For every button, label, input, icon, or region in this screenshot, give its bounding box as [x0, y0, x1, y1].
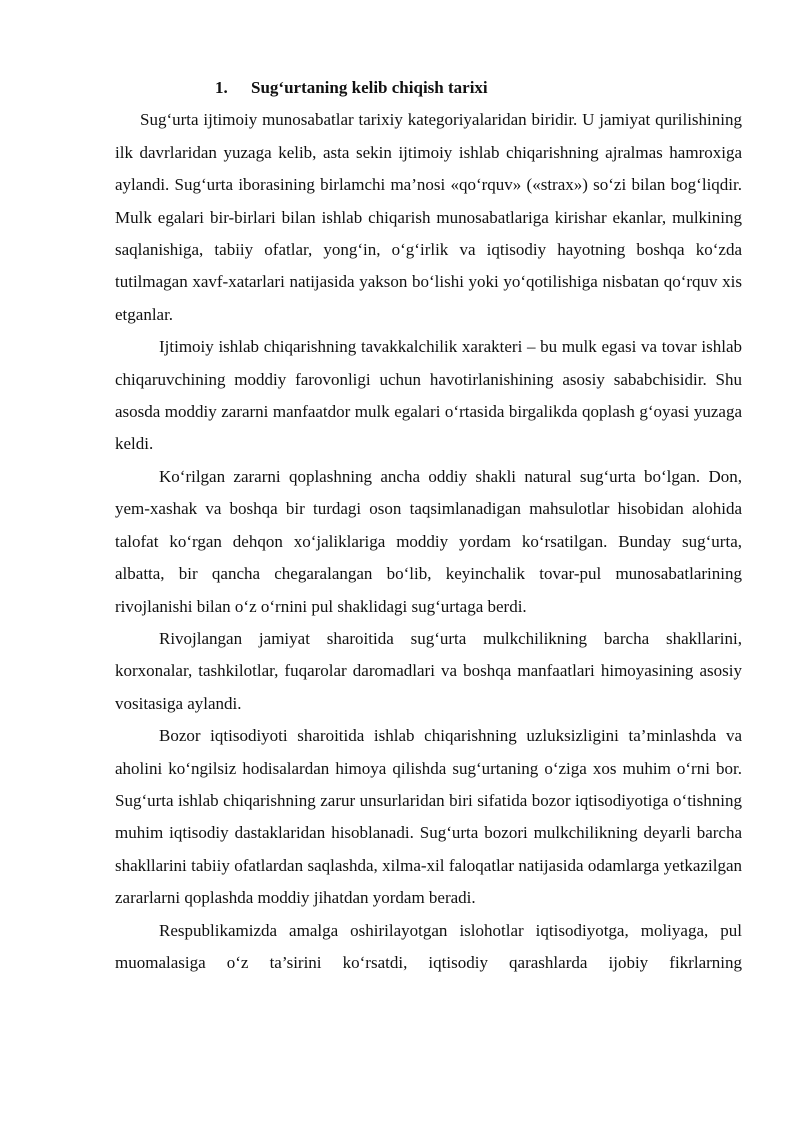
paragraph-1: Sug‘urta ijtimoiy munosabatlar tarixiy kategoriyalaridan biridir. U jamiyat qurilishining ilk davrlaridan yuzaga kelib, asta sekin ijtimoiy ishlab chiqarishning ajralmas hamroxiga aylandi. Sug‘urta iborasining birlamchi ma’nosi «qo‘rquv» («strax») so‘zi bilan bog‘liqdir. Mulk egalari bir-birlari bilan ishlab chiqarish munosabatlariga kirishar ekanlar, mulkining saqlanishiga, tabiiy ofatlar, yong‘in, o‘g‘irlik va iqtisodiy hayotning boshqa ko‘zda tutilmagan xavf-xatarlari natijasida yakson bo‘lishi yoki yo‘qotilishiga nisbatan qo‘rquv xis etganlar.	[115, 110, 742, 324]
paragraph-2: Ijtimoiy ishlab chiqarishning tavakkalchilik xarakteri – bu mulk egasi va tovar ishlab chiqaruvchining moddiy farovonligi uchun havotirlanishining asosiy sababchisidir. Shu asosda moddiy zararni manfaatdor mulk egalari o‘rtasida birgalikda qoplash g‘oyasi yuzaga keldi.	[115, 337, 742, 454]
document-body	[115, 72, 742, 979]
paragraph-4: Rivojlangan jamiyat sharoitida sug‘urta mulkchilikning barcha shakllarini, korxonalar, tashkilotlar, fuqarolar daromadlari va boshqa manfaatlari himoyasining asosiy vositasiga aylandi.	[115, 628, 742, 713]
section-number: 1.	[215, 78, 228, 97]
paragraph-3: Ko‘rilgan zararni qoplashning ancha oddiy shakli natural sug‘urta bo‘lgan. Don, yem-xashak va boshqa bir turdagi oson taqsimlanadigan mahsulotlar hisobidan alohida talofat ko‘rgan dehqon xo‘jaliklariga moddiy yordam ko‘rsatilgan. Bunday sug‘urta, albatta, bir qancha chegaralangan bo‘lib, keyinchalik tovar-pul munosabatlarining rivojlanishi bilan o‘z o‘rnini pul shaklidagi sug‘urtaga berdi.	[115, 466, 742, 616]
paragraph-6: Respublikamizda amalga oshirilayotgan islohotlar iqtisodiyotga, moliyaga, pul muomalasiga o‘z ta’sirini ko‘rsatdi, iqtisodiy qarashlarda ijobiy fikrlarning	[115, 920, 742, 972]
paragraph-5: Bozor iqtisodiyoti sharoitida ishlab chiqarishning uzluksizligini ta’minlashda va aholini ko‘ngilsiz hodisalardan himoya qilishda sug‘urtaning o‘ziga xos muhim o‘rni bor. Sug‘urta ishlab chiqarishning zarur unsurlaridan biri sifatida bozor iqtisodiyotiga o‘tishning muhim iqtisodiy dastaklaridan hisoblanadi. Sug‘urta bozori mulkchilikning deyarli barcha shakllarini tabiiy ofatlardan saqlashda, xilma-xil faloqatlar natijasida odamlarga yetkazilgan zararlarni qoplashda moddiy jihatdan yordam beradi.	[115, 726, 742, 908]
section-title: Sug‘urtaning kelib chiqish tarixi	[251, 78, 488, 97]
section-heading	[115, 72, 742, 104]
